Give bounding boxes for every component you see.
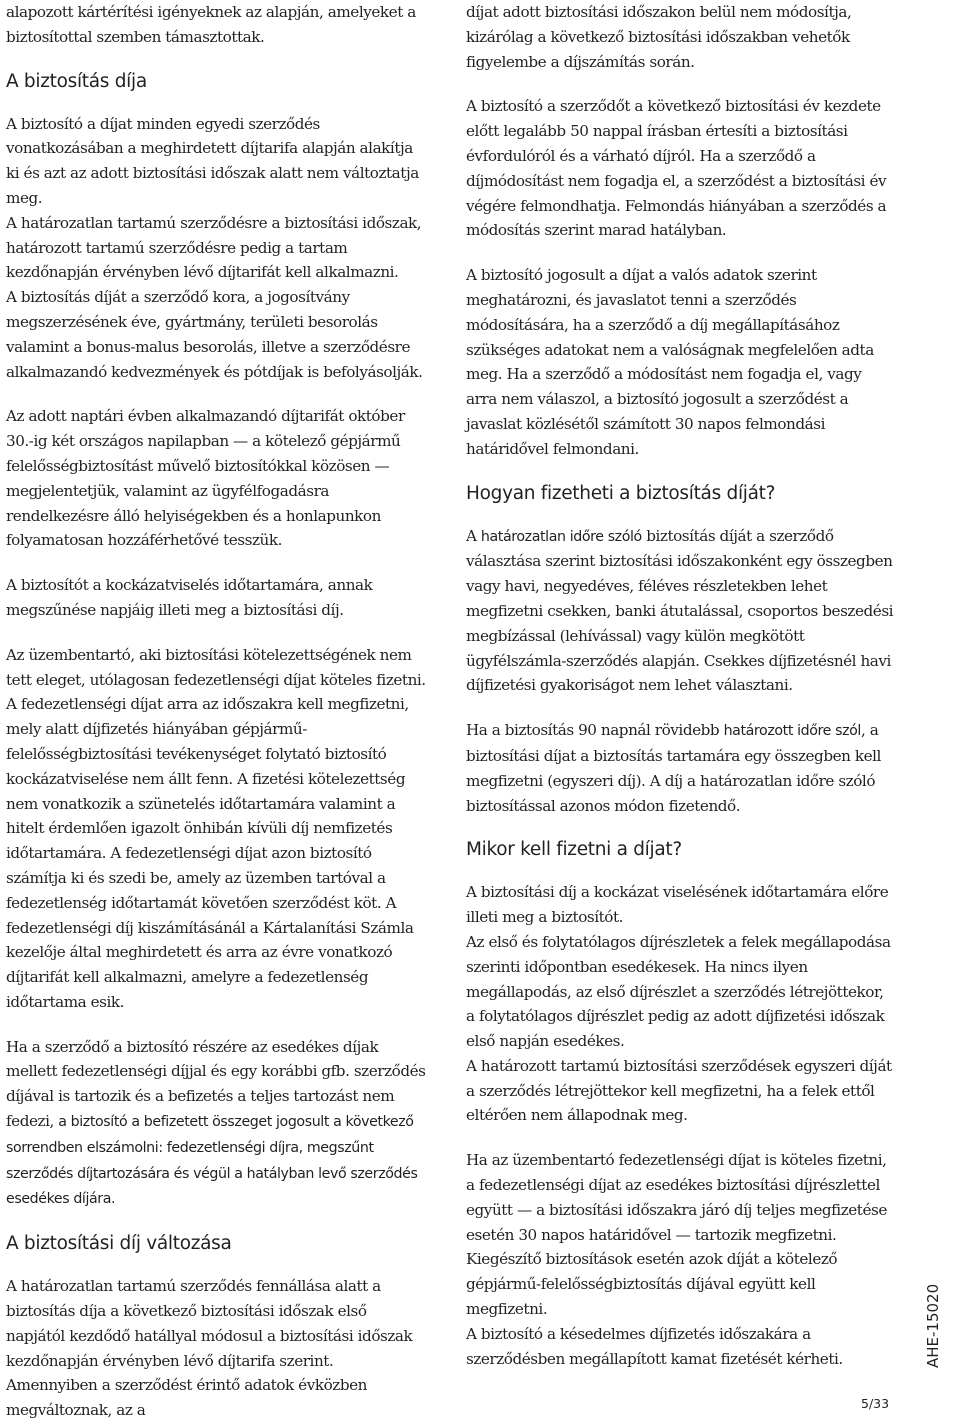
left-column: [6, 0, 426, 1423]
paragraph: A biztosító a szerződőt a következő biztosítási év kezdete előtt legalább 50 nappal írásban értesíti a biztosítási évfordulóról és a várható díjról. Ha a szerződő a díjmódosítást nem fogadja el, a szerződést a biztosítási év végére felmondhatja. Felmondás hiányában a szerződés a módosítás szerint marad hatályban.: [466, 97, 887, 240]
document-code: AHE-15020: [924, 1283, 942, 1368]
paragraph: Az első és folytatólagos díjrészletek a felek megállapodása szerinti időpontban esedékesek. Ha nincs ilyen megállapodás, az első díjrészlet a szerződés létrejöttekor, a folytatólagos díjrészlet pedig az adott díjfizetési időszak első napján esedékes.: [466, 932, 891, 1051]
section-heading-valtozas: A biztosítási díj változása: [6, 1233, 232, 1255]
paragraph: A határozatlan tartamú szerződésre a biztosítási időszak, határozott tartamú szerződésre pedig a tartam kezdőnapján érvényben lévő díjtarifát kell alkalmazni.: [6, 213, 422, 282]
paragraph: [6, 1035, 426, 1213]
paragraph: Az üzembentartó, aki biztosítási kötelezettségének nem tett eleget, utólagosan fedezetlenségi díjat köteles fizetni. A fedezetlenségi díjat arra az időszakra kell megfizetni, mely alatt díjfizetés hiányában gépjármű-felelősségbiztosítási tevékenységet folytató biztosító kockázatviselése nem állt fenn. A fizetési kötelezettség nem vonatkozik a szünetelés időtartamára valamint a hitelt érdemlően igazolt önhibán kívüli díj nemfizetés időtartamára. A fedezetlenségi díjat azon biztosító számítja ki és szedi be, amely az üzemben tartóval a fedezetlenség időtartamát követően szerződést köt. A fedezetlenségi díj kiszámításánál a Kártalanítási Számla kezelője által meghirdetett és arra az évre vonatkozó díjtarifát kell alkalmazni, amelyre a fedezetlenség időtartama esik.: [6, 645, 426, 1011]
section-heading-mikor: Mikor kell fizetni a díjat?: [466, 839, 682, 861]
paragraph: A határozatlan tartamú szerződés fennállása alatt a biztosítás díja a következő biztosítási időszak első napjától kezdődő hatállyal módosul a biztosítási időszak kezdőnapján érvényben lévő díjtarifa szerint. Amennyiben a szerződést érintő adatok évközben megváltoznak, az a: [6, 1277, 413, 1420]
paragraph: A biztosítási díj a kockázat viselésének időtartamára előre illeti meg a biztosítót.: [466, 883, 889, 927]
paragraph: A biztosító a díjat minden egyedi szerződés vonatkozásában a meghirdetett díjtarifa alapján alakítja ki és azt az adott biztosítási időszak alatt nem változtatja meg.: [6, 114, 419, 207]
paragraph-text: Ha a biztosítás 90 napnál rövidebb: [466, 721, 720, 740]
emphasized-text: határozatlan időre szóló: [480, 528, 642, 545]
paragraph: [466, 524, 896, 699]
paragraph: A biztosító a késedelmes díjfizetés időszakára a szerződésben megállapított kamat fizetését kérheti.: [466, 1324, 843, 1368]
section-heading-hogyan: Hogyan fizetheti a biztosítás díját?: [466, 482, 776, 504]
paragraph: [466, 718, 896, 818]
paragraph: A biztosítás díját a szerződő kora, a jogosítvány megszerzésének éve, gyártmány, területi besorolás valamint a bonus-malus besorolás, illetve a szerződésre alkalmazandó kedvezmények és pótdíjak is befolyásolják.: [6, 288, 423, 381]
paragraph: Ha az üzembentartó fedezetlenségi díjat is köteles fizetni, a fedezetlenségi díjat az esedékes biztosítási díjrészlettel együtt — a biztosítási időszakra járó díj teljes megfizetése esetén 30 napos határidővel — tartozik megfizetni.: [466, 1151, 887, 1244]
paragraph: Az adott naptári évben alkalmazandó díjtarifát október 30.-ig két országos napilapban — a kötelező gépjármű felelősségbiztosítást művelő biztosítókkal közösen — megjelentetjük, valamint az ügyfélfogadásra rendelkezésre álló helyiségekben és a honlapunkon folyamatosan hozzáférhetővé tesszük.: [6, 407, 405, 550]
page-number: 5/33: [861, 1396, 890, 1411]
paragraph: A biztosítót a kockázatviselés időtartamára, annak megszűnése napjáig illeti meg a biztosítási díj.: [6, 576, 373, 619]
paragraph: Kiegészítő biztosítások esetén azok díját a kötelező gépjármű-felelősségbiztosítás díjával együtt kell megfizetni.: [466, 1250, 838, 1319]
paragraph: A biztosító jogosult a díjat a valós adatok szerint meghatározni, és javaslatot tenni a szerződés módosítására, ha a szerződő a díj megállapításához szükséges adatokat nem a valóságnak megfelelően adta meg. Ha a szerződő a módosítást nem fogadja el, vagy arra nem válaszol, a biztosító jogosult a szerződést a javaslat közlésétől számított 30 napos felmondási határidővel felmondani.: [466, 266, 874, 458]
paragraph-text: A: [466, 526, 477, 545]
right-column: [466, 0, 896, 1371]
paragraph-text: Ha a szerződő a biztosító részére az esedékes díjak mellett fedezetlenségi díjjal és egy korábbi gfb. szerződés díjával is tartozik és a befizetés a teljes tartozást nem fedezi,: [6, 1037, 426, 1131]
paragraph: A határozott tartamú biztosítási szerződések egyszeri díját a szerződés létrejöttekor kell megfizetni, ha a felek ettől eltérően nem állapodnak meg.: [466, 1056, 892, 1125]
emphasized-text: határozott időre szól: [723, 723, 861, 740]
section-heading-dij: A biztosítás díja: [6, 70, 147, 92]
paragraph: díjat adott biztosítási időszakon belül nem módosítja, kizárólag a következő biztosítási időszakban vehetők figyelembe a díjszámítás során.: [466, 3, 852, 71]
paragraph-text: , a biztosítási díjat a biztosítás tartamára egy összegben kell megfizetni (egyszeri díj). A díj a határozatlan időre szóló biztosítással azonos módon fizetendő.: [466, 721, 881, 815]
paragraph-text: biztosítás díját a szerződő választása szerint biztosítási időszakonként egy összegben vagy havi, negyedéves, féléves részletekben lehet megfizetni csekken, banki átutalással, csoportos beszedési megbízással (lehívással) vagy külön megkötött ügyfélszámla-szerződés alapján. Csekkes díjfizetésnél havi díjfizetési gyakoriságot nem lehet választani.: [466, 526, 894, 695]
intro-paragraph: alapozott kártérítési igényeknek az alapján, amelyeket a biztosítottal szemben támasztottak.: [6, 3, 416, 46]
emphasized-text: a biztosító a befizetett összeget jogosult a következő sorrendben elszámolni: fedezetlenségi díjra, megszűnt szerződés díjtartozására és végül a hatályban levő szerződés esedékes díjára.: [6, 1114, 418, 1208]
